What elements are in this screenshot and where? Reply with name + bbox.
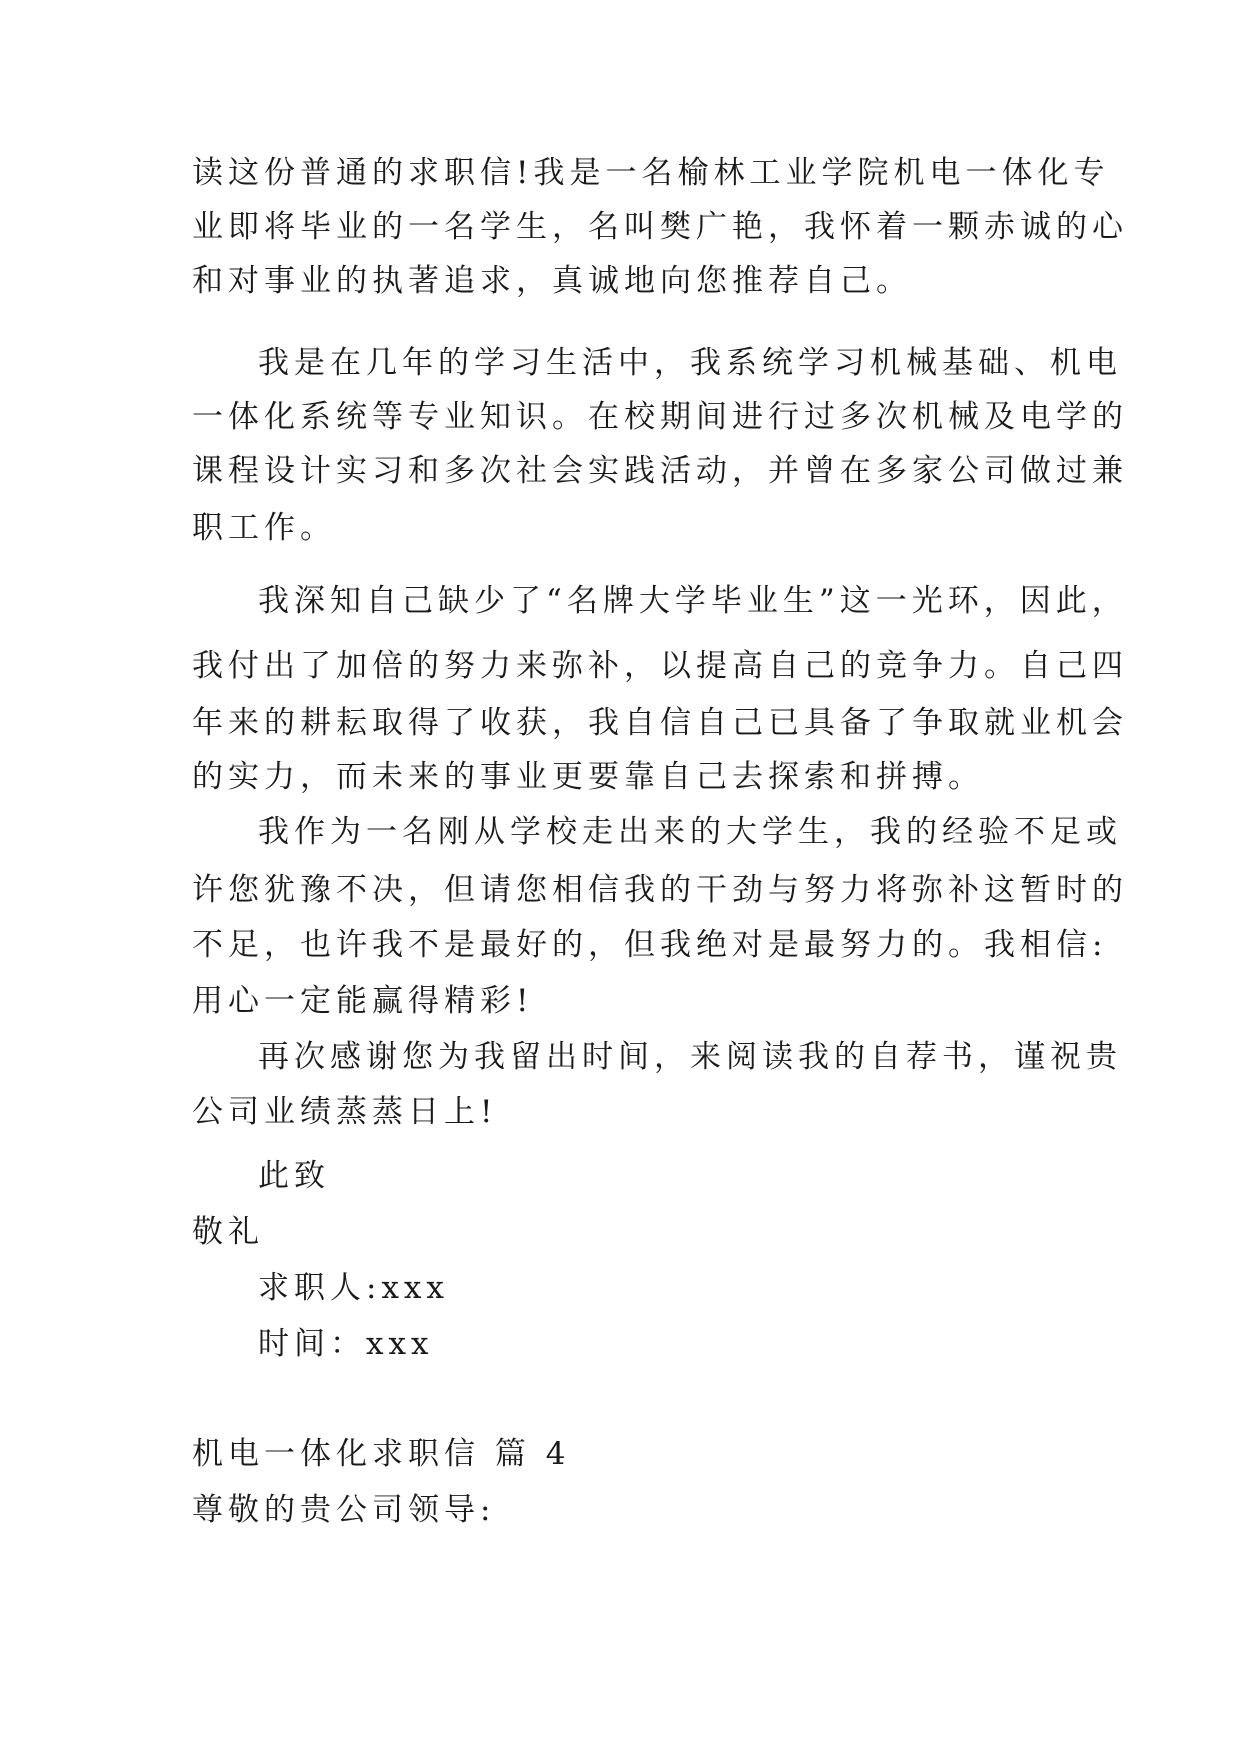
body-line-14: 不足，也许我不是最好的，但我绝对是最努力的。我相信: <box>192 927 1108 963</box>
body-line-4: 我是在几年的学习生活中，我系统学习机械基础、机电 <box>258 345 1122 381</box>
body-line-16: 再次感谢您为我留出时间，来阅读我的自荐书，谨祝贵 <box>258 1039 1122 1075</box>
body-line-5: 一体化系统等专业知识。在校期间进行过多次机械及电学的 <box>192 399 1128 435</box>
body-line-9: 我付出了加倍的努力来弥补，以提高自己的竞争力。自己四 <box>192 648 1128 684</box>
body-line-17: 公司业绩蒸蒸日上! <box>192 1094 498 1130</box>
body-line-15: 用心一定能赢得精彩! <box>192 983 534 1019</box>
body-line-12: 我作为一名刚从学校走出来的大学生，我的经验不足或 <box>258 814 1122 850</box>
body-line-11: 的实力，而未来的事业更要靠自己去探索和拼搏。 <box>192 759 984 795</box>
body-line-3: 和对事业的执著追求，真诚地向您推荐自己。 <box>192 263 912 299</box>
body-line-8: 我深知自己缺少了“名牌大学毕业生”这一光环，因此， <box>258 583 1128 619</box>
body-line-10: 年来的耕耘取得了收获，我自信自己已具备了争取就业机会 <box>192 705 1128 741</box>
date-line: 时间：xxx <box>258 1326 434 1362</box>
body-line-1: 读这份普通的求职信!我是一名榆林工业学院机电一体化专 <box>192 155 1110 191</box>
body-line-6: 课程设计实习和多次社会实践活动，并曾在多家公司做过兼 <box>192 453 1128 489</box>
section-heading: 机电一体化求职信 篇 4 <box>192 1436 571 1472</box>
body-line-2: 业即将毕业的一名学生，名叫樊广艳，我怀着一颗赤诚的心 <box>192 209 1128 245</box>
salutation-line: 尊敬的贵公司领导: <box>192 1492 496 1528</box>
body-line-13: 许您犹豫不决，但请您相信我的干劲与努力将弥补这暂时的 <box>192 872 1128 908</box>
closing-line: 此致 <box>258 1158 330 1194</box>
body-line-7: 职工作。 <box>192 510 336 546</box>
applicant-line: 求职人:xxx <box>258 1270 449 1306</box>
regards-line: 敬礼 <box>192 1214 264 1250</box>
